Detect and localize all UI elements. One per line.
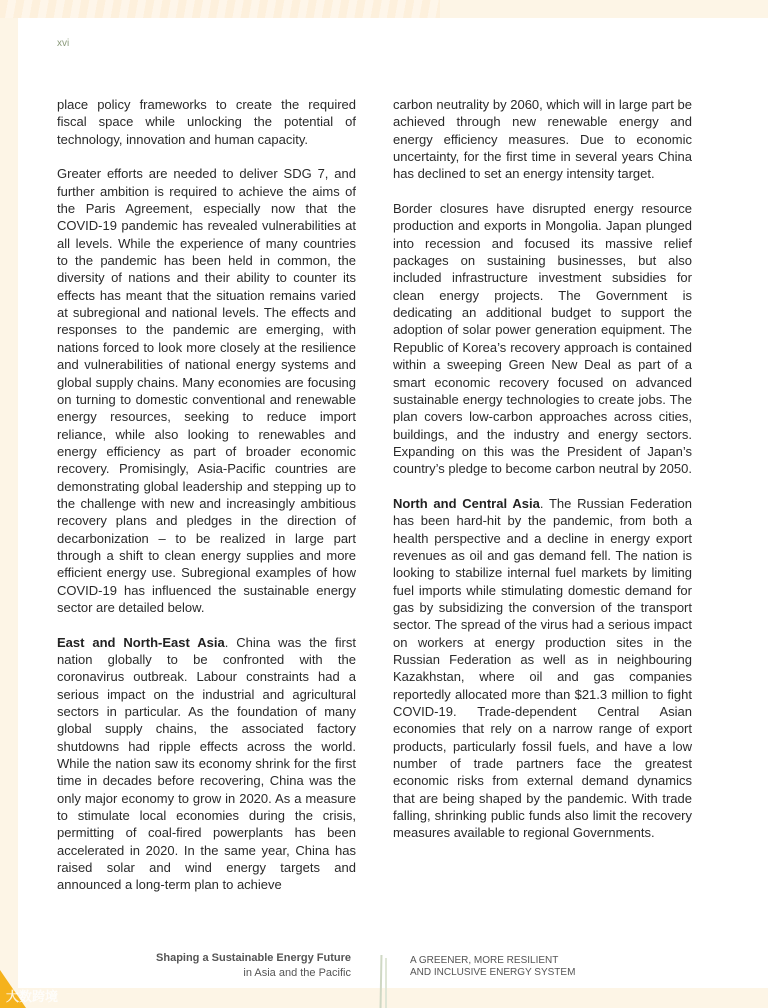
paragraph-text: . China was the first nation globally to be confronted with the coronavirus outbreak. Labour constraints had a serious impact on the industrial and agricultural sectors in particular. As the foundation of many global supply chains, the associated factory shutdowns had ripple effects across the world. While the nation saw its economy shrink for the first time in decades before recovering, China was the only major economy to grow in 2020. As a measure to stimulate local economies during the crisis, permitting of coal-fired powerplants has been accelerated in 2020. In the same year, China has raised solar and wind energy targets and announced a long-term plan to achieve — [57, 634, 357, 893]
top-border-decoration — [0, 0, 440, 18]
footer-title-line2: in Asia and the Pacific — [243, 967, 351, 979]
paragraph: Greater efforts are needed to deliver SDG 7, and further ambition is required to achieve the aims of the Paris Agreement, especially now that the COVID-19 pandemic has revealed vulnerabilities at all levels. While the experience of many countries to the pandemic has been held in common, the diversity of nations and their ability to counter its effects has meant that the situation remains varied at subregional and national levels. The effects and responses to the pandemic are emerging, with nations forced to look more closely at the resilience and vulnerabilities of national energy systems and global supply chains. Many economies are focusing on turning to domestic conventional and renewable energy resources, seeking to reduce import reliance, while also looking to renewables and energy efficiency as part of broader economic recovery. Promisingly, Asia-Pacific countries are demonstrating global leadership and stepping up to the challenge with new and increasingly ambitious recovery plans and pledges in the direction of decarbonization – to be realized in large part through a shift to clean energy supplies and more efficient energy use. Subregional examples of how COVID-19 has influenced the sustainable energy sector are detailed below. — [57, 166, 356, 615]
section-heading: East and North-East Asia — [57, 634, 225, 650]
footer-section-title — [410, 955, 575, 979]
paragraph — [57, 634, 356, 894]
right-column — [393, 96, 692, 859]
paragraph: place policy frameworks to create the required fiscal space while unlocking the potential of technology, innovation and human capacity. — [57, 97, 356, 147]
left-column — [57, 96, 356, 911]
paragraph: carbon neutrality by 2060, which will in large part be achieved through new renewable energy and energy efficiency measures. Due to economic uncertainty, for the first time in several years China has declined to set an energy intensity target. — [393, 97, 692, 182]
footer-book-title — [156, 951, 351, 981]
paragraph — [393, 495, 692, 842]
footer-title-line1: Shaping a Sustainable Energy Future — [156, 952, 351, 964]
page-number: xvi — [57, 38, 70, 49]
paragraph: Border closures have disrupted energy resource production and exports in Mongolia. Japan plunged into recession and focused its massive relief packages on sustaining businesses, but also included infrastructure investment subsidies for clean energy projects. The Government is dedicating an additional budget to support the adoption of solar power generation equipment. The Republic of Korea’s recovery approach is contained within a sweeping Green New Deal as part of a smart economic recovery focused on advanced sustainable energy technologies to create jobs. The plan covers low-carbon approaches across cities, buildings, and the industry and energy sectors. Expanding on this was the President of Japan’s country’s pledge to become carbon neutral by 2050. — [393, 201, 692, 477]
section-heading: North and Central Asia — [393, 495, 540, 511]
footer-section-line1: A GREENER, MORE RESILIENT — [410, 955, 559, 966]
footer-section-line2: AND INCLUSIVE ENERGY SYSTEM — [410, 967, 576, 978]
paragraph-text: . The Russian Federation has been hard-hit by the pandemic, from both a health perspective and a decline in energy export revenues as oil and gas demand fell. The nation is looking to stabilize internal fuel markets by limiting fuel imports while stimulating domestic demand for gas by subsidizing the conversion of the transport sector. The spread of the virus had a serious impact on workers at energy production sites in the Russian Federation as well as in neighbouring Kazakhstan, where oil and gas companies reportedly allocated more than $21.3 million to fight COVID-19. Trade-dependent Central Asian economies that rely on a narrow range of export products, particularly fossil fuels, and have a low number of trade partners face the greatest economic risks from external demand dynamics that are being shaped by the pandemic. With trade falling, shrinking public funds also limit the recovery measures available to regional Governments. — [393, 495, 693, 841]
footer-divider — [385, 958, 387, 1008]
watermark-logo: 大数跨境 — [6, 989, 59, 1004]
